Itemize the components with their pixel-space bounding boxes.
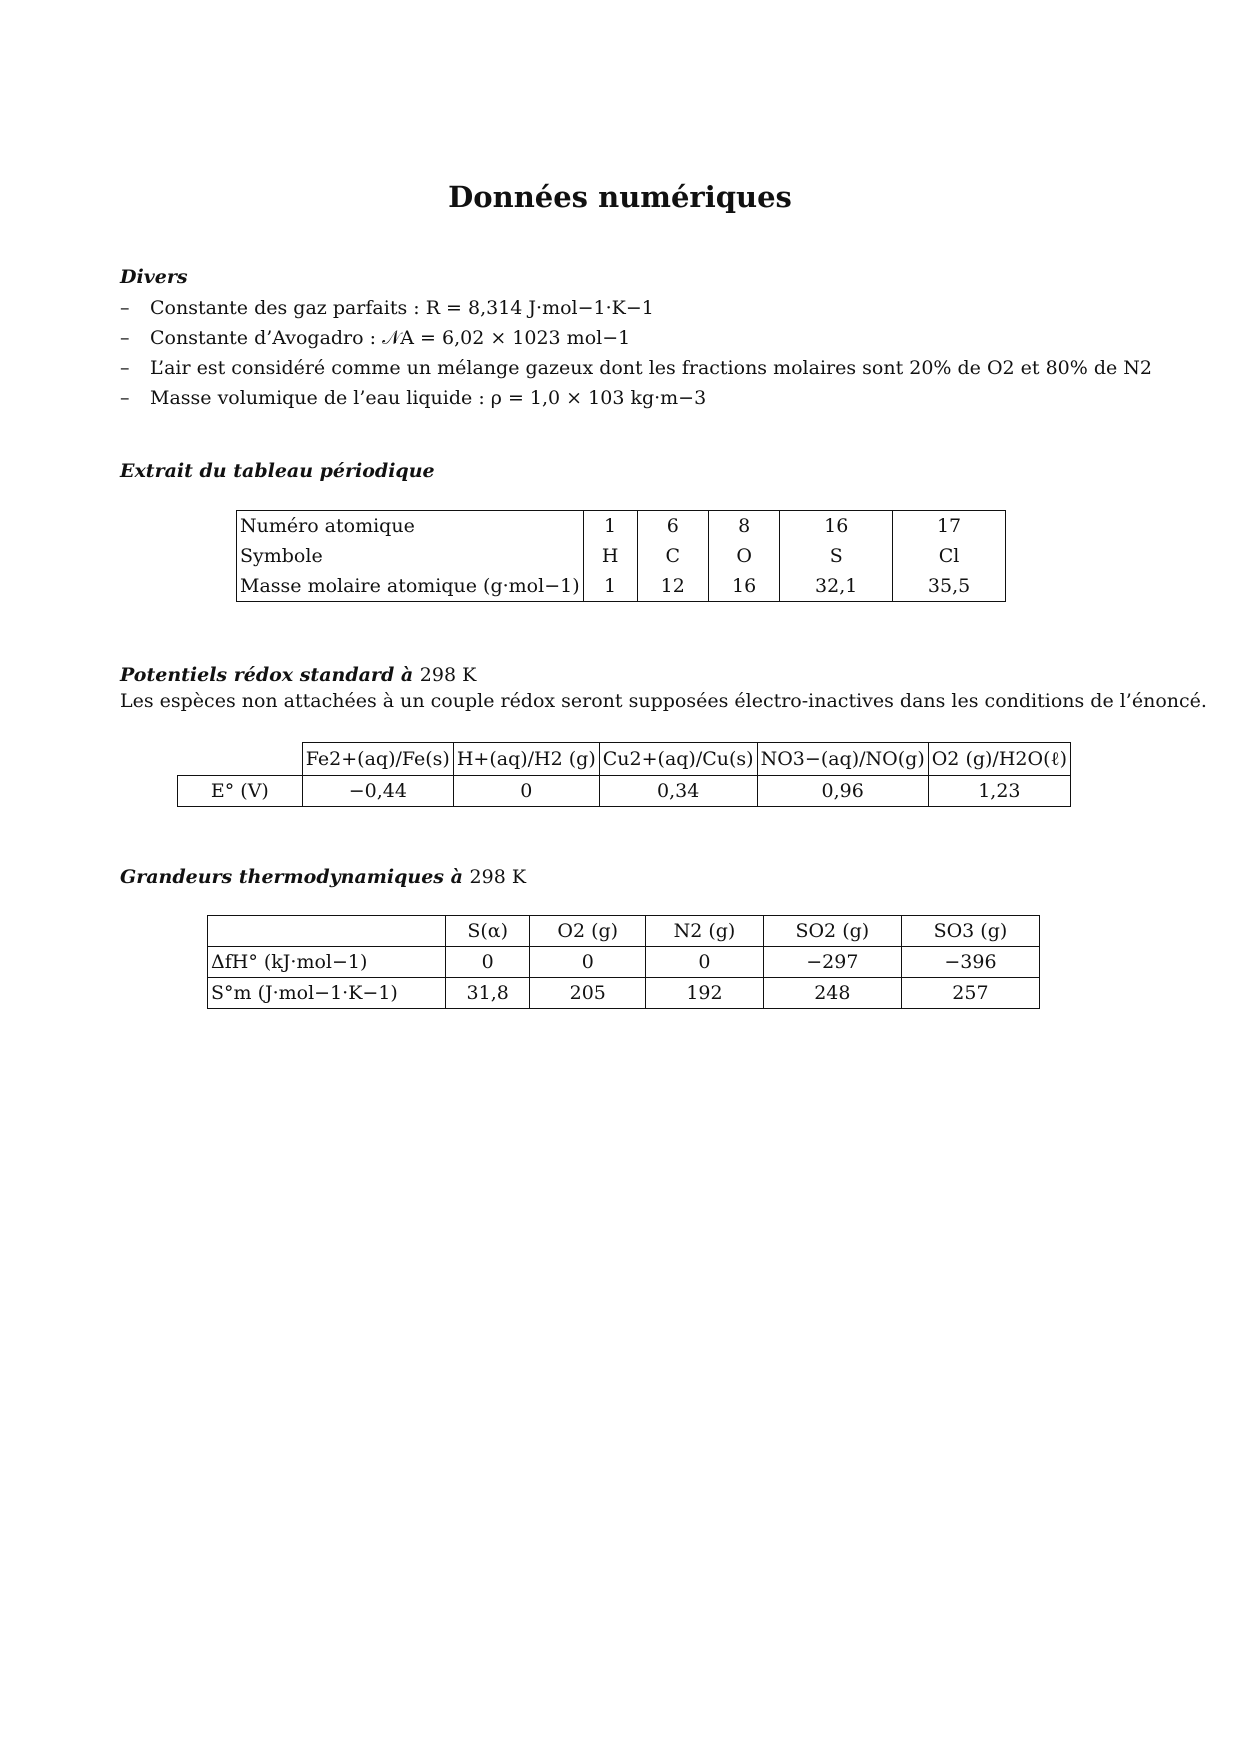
page-title: Données numériques	[448, 180, 792, 214]
species-header: SO3 (g)	[901, 916, 1039, 947]
couple-header: NO3−(aq)/NO(g)	[757, 743, 928, 776]
cell: S	[780, 541, 893, 571]
cell: 31,8	[446, 978, 530, 1009]
cell: 16	[708, 571, 779, 602]
cell: −0,44	[302, 776, 453, 807]
table-row	[208, 978, 1040, 1009]
redox-heading-text: Potentiels rédox standard à	[120, 664, 414, 686]
cell: 0	[646, 947, 764, 978]
avogadro-text: Constante d’Avogadro : 𝒩A = 6,02 × 1023 mol−1	[150, 327, 631, 349]
cell: 0	[530, 947, 646, 978]
cell: 205	[530, 978, 646, 1009]
species-header: S(α)	[446, 916, 530, 947]
empty-corner-cell	[208, 916, 446, 947]
constants-list	[120, 293, 1152, 413]
redox-heading-temp: 298 K	[419, 664, 477, 686]
row-label: E° (V)	[178, 776, 303, 807]
cell: 32,1	[780, 571, 893, 602]
list-item-air: – L’air est considéré comme un mélange gazeux dont les fractions molaires sont 20% de O2 et 80% de N2	[120, 357, 1153, 379]
redox-note: Les espèces non attachées à un couple rédox seront supposées électro-inactives dans les conditions de l’énoncé.	[120, 690, 1207, 712]
couple-header: Cu2+(aq)/Cu(s)	[599, 743, 757, 776]
row-label: Masse molaire atomique (g·mol−1)	[237, 571, 584, 602]
list-item-water-density: – Masse volumique de l’eau liquide : ρ = 1,0 × 103 kg·m−3	[120, 387, 707, 409]
cell: O	[708, 541, 779, 571]
table-row	[237, 511, 1006, 542]
cell: 35,5	[893, 571, 1006, 602]
cell: 0,34	[599, 776, 757, 807]
cell: 248	[763, 978, 901, 1009]
row-label: ΔfH° (kJ·mol−1)	[208, 947, 446, 978]
species-header: O2 (g)	[530, 916, 646, 947]
species-header: SO2 (g)	[763, 916, 901, 947]
cell: Cl	[893, 541, 1006, 571]
cell: C	[637, 541, 708, 571]
table-row	[237, 541, 1006, 571]
cell: 192	[646, 978, 764, 1009]
cell: 1	[583, 571, 637, 602]
gas-constant-text: Constante des gaz parfaits : R = 8,314 J·mol−1·K−1	[150, 297, 654, 319]
table-row	[178, 743, 1071, 776]
cell: 17	[893, 511, 1006, 542]
redox-heading	[120, 664, 476, 686]
cell: 16	[780, 511, 893, 542]
table-row	[208, 916, 1040, 947]
divers-heading: Divers	[120, 266, 188, 288]
cell: 8	[708, 511, 779, 542]
periodic-heading: Extrait du tableau périodique	[120, 460, 435, 482]
cell: 0,96	[757, 776, 928, 807]
table-row	[178, 776, 1071, 807]
cell: 1,23	[928, 776, 1070, 807]
air-composition-text: L’air est considéré comme un mélange gazeux dont les fractions molaires sont 20% de O2 et 80% de N2	[150, 357, 1153, 379]
thermo-heading	[120, 866, 526, 888]
thermo-heading-text: Grandeurs thermodynamiques à	[120, 866, 463, 888]
cell: 12	[637, 571, 708, 602]
cell: 1	[583, 511, 637, 542]
row-label: Numéro atomique	[237, 511, 584, 542]
couple-header: O2 (g)/H2O(ℓ)	[928, 743, 1070, 776]
periodic-table	[236, 510, 1006, 602]
cell: 6	[637, 511, 708, 542]
water-density-text: Masse volumique de l’eau liquide : ρ = 1,0 × 103 kg·m−3	[150, 387, 707, 409]
row-label: Symbole	[237, 541, 584, 571]
table-row	[237, 571, 1006, 602]
cell: 257	[901, 978, 1039, 1009]
cell: H	[583, 541, 637, 571]
species-header: N2 (g)	[646, 916, 764, 947]
row-label: S°m (J·mol−1·K−1)	[208, 978, 446, 1009]
list-item-gas-constant: – Constante des gaz parfaits : R = 8,314 J·mol−1·K−1	[120, 297, 654, 319]
couple-header: H+(aq)/H2 (g)	[453, 743, 599, 776]
couple-header: Fe2+(aq)/Fe(s)	[302, 743, 453, 776]
table-row	[208, 947, 1040, 978]
empty-corner-cell	[178, 743, 303, 776]
thermo-table	[207, 915, 1040, 1009]
cell: 0	[453, 776, 599, 807]
cell: 0	[446, 947, 530, 978]
thermo-heading-temp: 298 K	[469, 866, 527, 888]
list-item-avogadro: – Constante d’Avogadro : 𝒩A = 6,02 × 1023 mol−1	[120, 327, 631, 349]
cell: −297	[763, 947, 901, 978]
redox-table	[177, 742, 1071, 807]
cell: −396	[901, 947, 1039, 978]
